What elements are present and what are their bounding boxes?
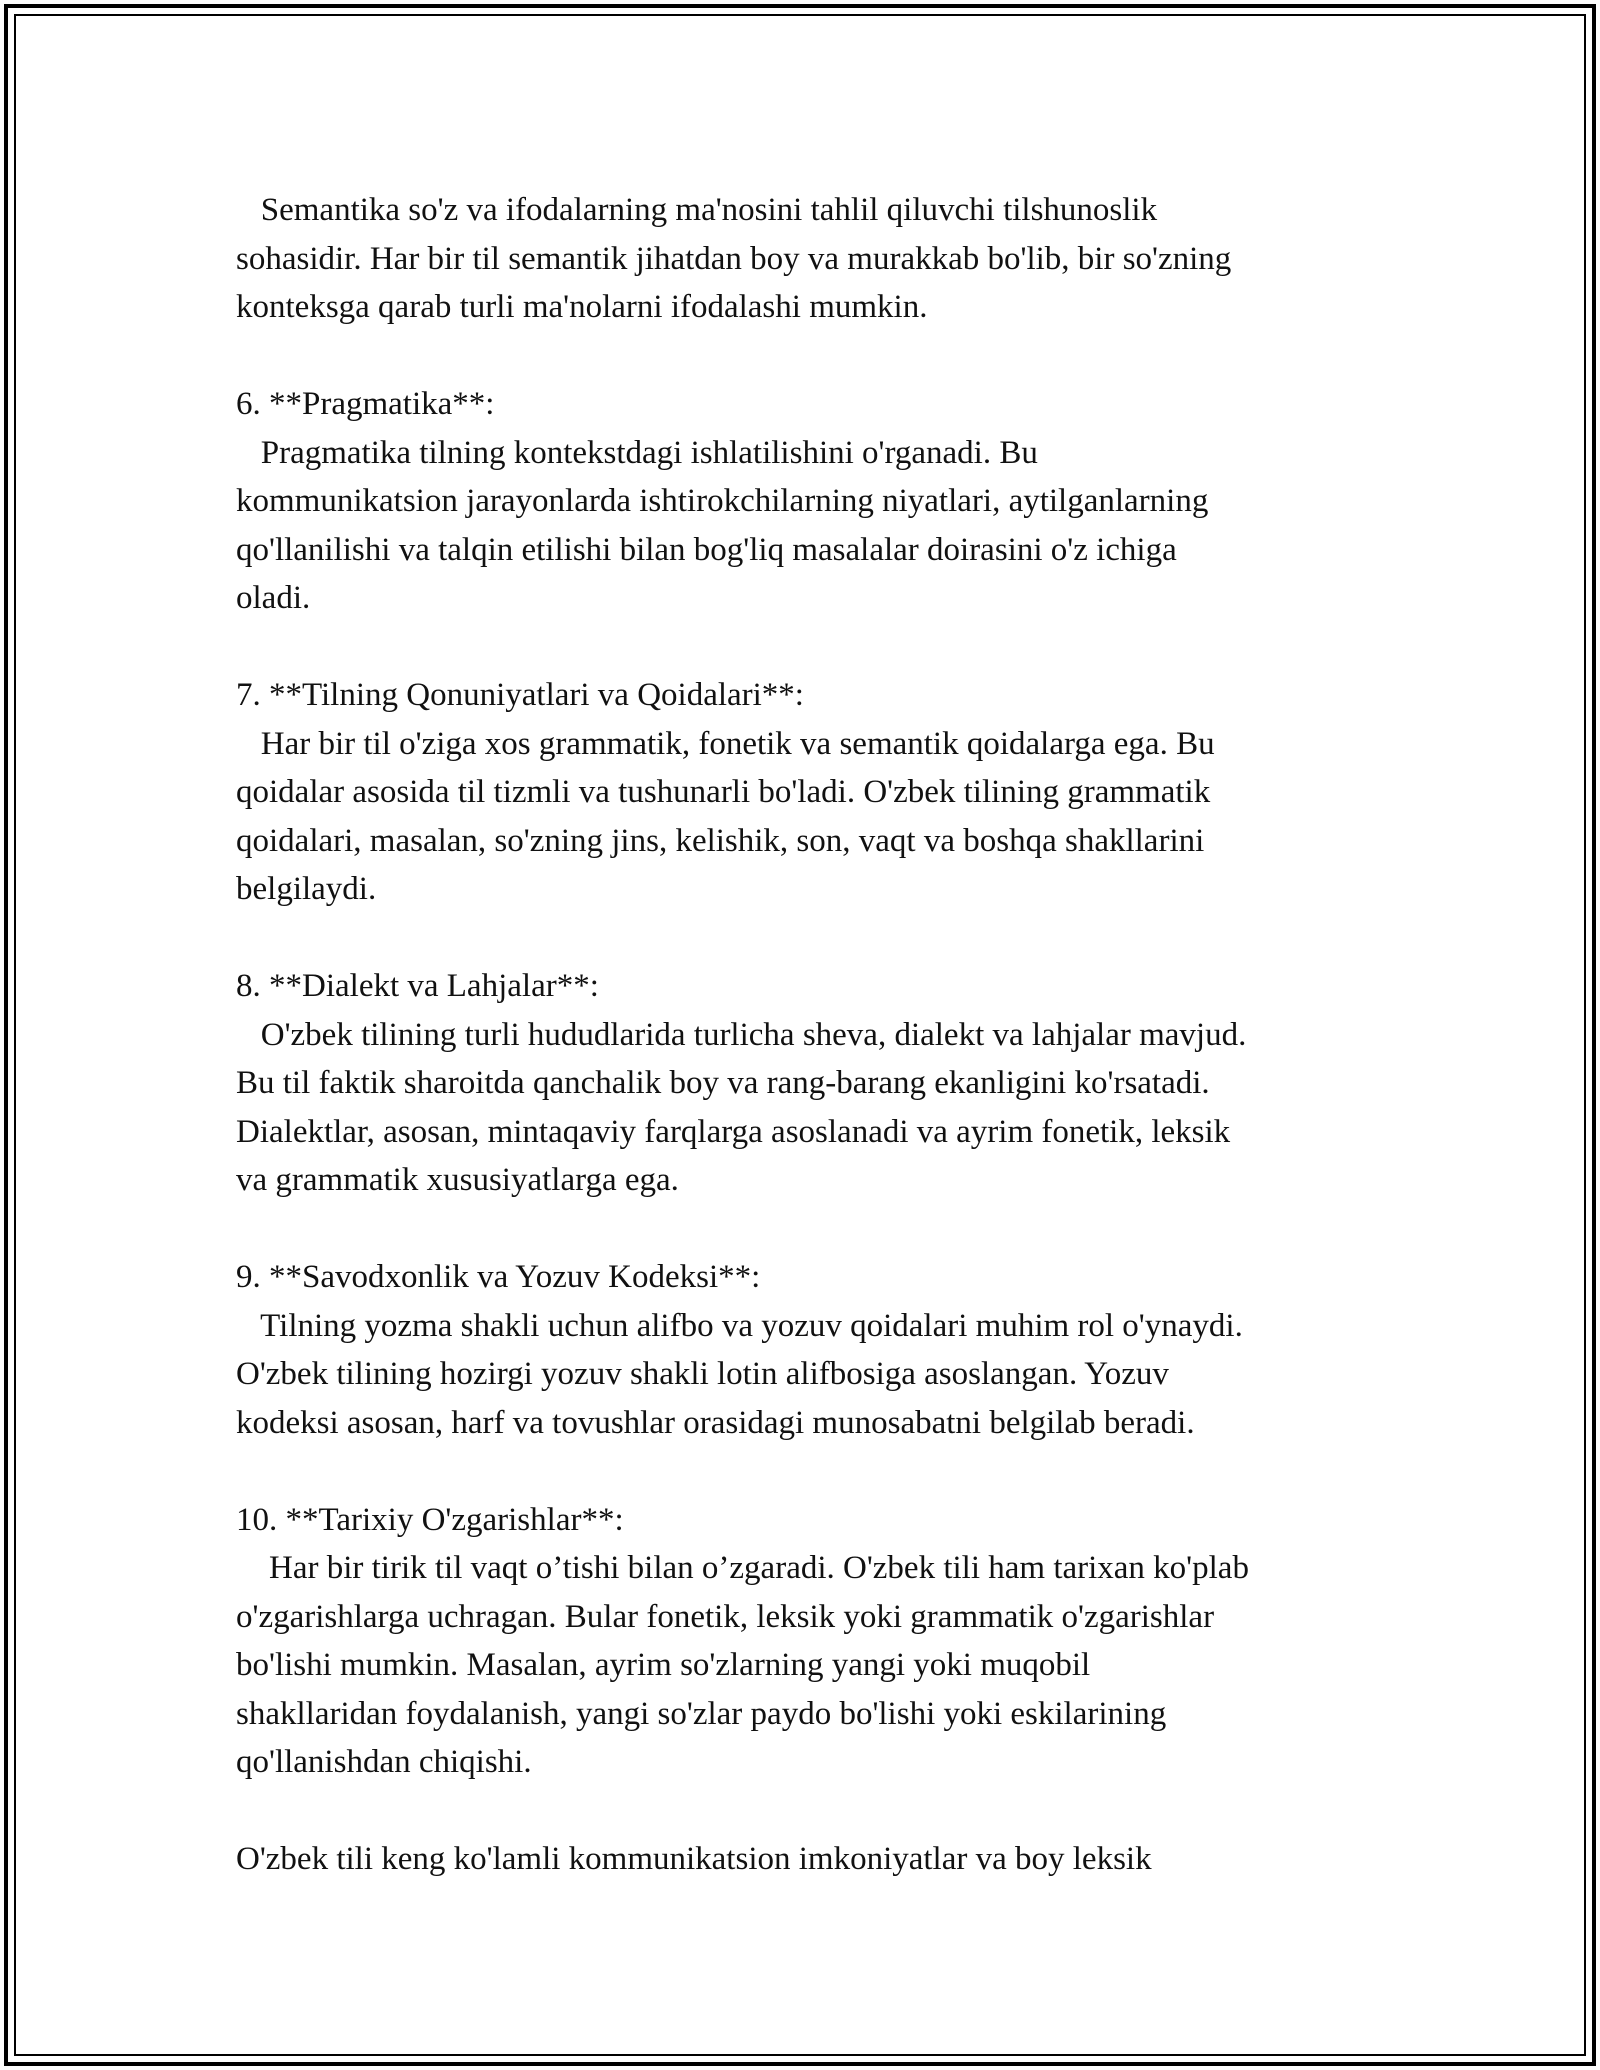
section-pragmatika: [236, 380, 1416, 623]
section-heading: 8. **Dialekt va Lahjalar**:: [236, 968, 599, 1004]
section-heading: 9. **Savodxonlik va Yozuv Kodeksi**:: [236, 1259, 761, 1295]
intro-paragraph: [236, 186, 1416, 332]
closing-paragraph: [236, 1835, 1416, 1884]
section-heading: 6. **Pragmatika**:: [236, 386, 495, 422]
text-line: bo'lishi mumkin. Masalan, ayrim so'zlarning yangi yoki muqobil: [236, 1647, 1091, 1683]
text-line: sohasidir. Har bir til semantik jihatdan boy va murakkab bo'lib, bir so'zning: [236, 240, 1232, 277]
section-tarixiy: [236, 1496, 1416, 1787]
section-savodxonlik: [236, 1253, 1416, 1447]
text-line: qo'llanishdan chiqishi.: [236, 1744, 532, 1780]
text-line: Pragmatika tilning kontekstdagi ishlatilishini o'rganadi. Bu: [236, 434, 1038, 471]
text-line: Har bir tirik til vaqt o’tishi bilan o’zgaradi. O'zbek tili ham tarixan ko'plab: [236, 1550, 1249, 1586]
text-line: konteksga qarab turli ma'nolarni ifodalashi mumkin.: [236, 289, 928, 325]
text-line: va grammatik xususiyatlarga ega.: [236, 1162, 679, 1198]
text-line: belgilaydi.: [236, 871, 377, 907]
paragraph-gap: [236, 1205, 1416, 1254]
section-heading: 7. **Tilning Qonuniyatlari va Qoidalari**:: [236, 677, 804, 713]
document-body: [236, 186, 1416, 1884]
text-line: Tilning yozma shakli uchun alifbo va yozuv qoidalari muhim rol o'ynaydi.: [236, 1307, 1243, 1344]
section-heading: 10. **Tarixiy O'zgarishlar**:: [236, 1501, 624, 1538]
section-dialekt: [236, 962, 1416, 1205]
text-line: qoidalar asosida til tizmli va tushunarli bo'ladi. O'zbek tilining grammatik: [236, 774, 1211, 810]
paragraph-gap: [236, 332, 1416, 381]
paragraph-gap: [236, 1447, 1416, 1496]
section-qonuniyatlar: [236, 671, 1416, 914]
text-line: qo'llanilishi va talqin etilishi bilan bog'liq masalalar doirasini o'z ichiga: [236, 531, 1177, 568]
text-line: O'zbek tilining turli hududlarida turlicha sheva, dialekt va lahjalar mavjud.: [236, 1016, 1247, 1053]
text-line: O'zbek tili keng ko'lamli kommunikatsion imkoniyatlar va boy leksik: [236, 1841, 1152, 1877]
text-line: o'zgarishlarga uchragan. Bular fonetik, leksik yoki grammatik o'zgarishlar: [236, 1598, 1215, 1635]
text-line: Har bir til o'ziga xos grammatik, fonetik va semantik qoidalarga ega. Bu: [236, 725, 1215, 762]
text-line: kommunikatsion jarayonlarda ishtirokchilarning niyatlari, aytilganlarning: [236, 483, 1209, 519]
text-line: Semantika so'z va ifodalarning ma'nosini tahlil qiluvchi tilshunoslik: [236, 192, 1158, 228]
text-line: O'zbek tilining hozirgi yozuv shakli lotin alifbosiga asoslangan. Yozuv: [236, 1356, 1169, 1392]
text-line: oladi.: [236, 580, 311, 616]
text-line: Bu til faktik sharoitda qanchalik boy va rang-barang ekanligini ko'rsatadi.: [236, 1065, 1210, 1101]
paragraph-gap: [236, 914, 1416, 963]
text-line: qoidalari, masalan, so'zning jins, kelishik, son, vaqt va boshqa shakllarini: [236, 822, 1205, 859]
text-line: kodeksi asosan, harf va tovushlar orasidagi munosabatni belgilab beradi.: [236, 1404, 1195, 1441]
paragraph-gap: [236, 623, 1416, 672]
paragraph-gap: [236, 1787, 1416, 1836]
text-line: Dialektlar, asosan, mintaqaviy farqlarga asoslanadi va ayrim fonetik, leksik: [236, 1113, 1231, 1150]
text-line: shakllaridan foydalanish, yangi so'zlar paydo bo'lishi yoki eskilarining: [236, 1695, 1167, 1732]
